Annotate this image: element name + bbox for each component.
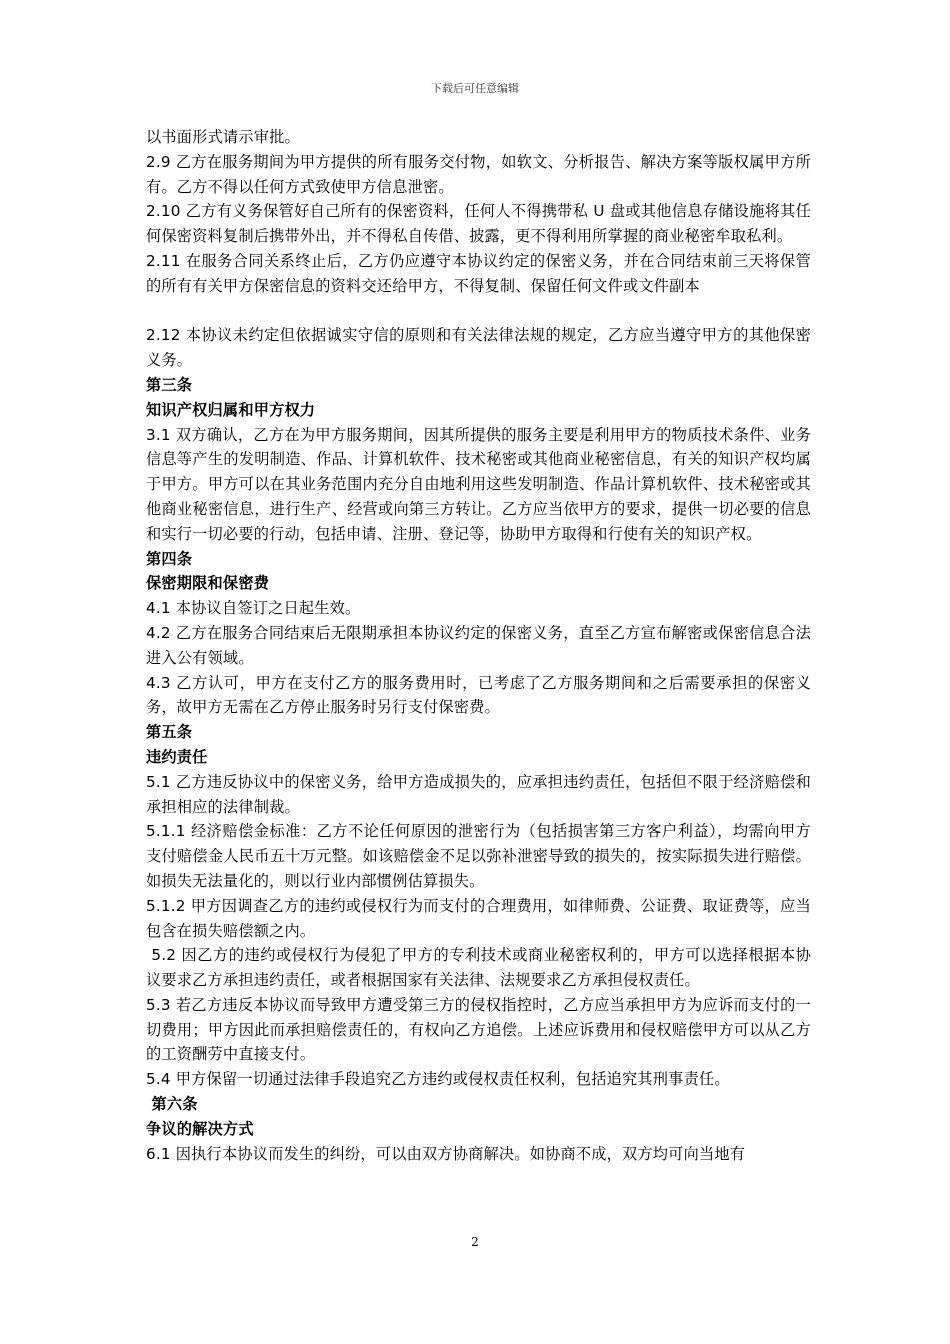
article-5-heading: 第五条 xyxy=(146,723,193,742)
article-4-title: 保密期限和保密费 xyxy=(146,574,270,593)
clause-4-1: 4.1 本协议自签订之日起生效。 xyxy=(146,599,361,618)
clause-2-11: 2.11 在服务合同关系终止后，乙方仍应遵守本协议约定的保密义务，并在合同结束前三天将保管的所有有关甲方保密信息的资料交还给甲方，不得复制、保留任何文件或文件副本 xyxy=(146,251,811,295)
article-3-title: 知识产权归属和甲方权力 xyxy=(146,400,316,419)
clause-5-1-1: 5.1.1 经济赔偿金标准：乙方不论任何原因的泄密行为（包括损害第三方客户利益），均需向甲方支付赔偿金人民币五十万元整。如该赔偿金不足以弥补泄密导致的损失的，按实际损失进行赔偿。如损失无法量化的，则以行业内部惯例估算损失。 xyxy=(146,822,811,890)
clause-5-2: 5.2 因乙方的违约或侵权行为侵犯了甲方的专利技术或商业秘密权利的，甲方可以选择根据本协议要求乙方承担违约责任，或者根据国家有关法律、法规要求乙方承担侵权责任。 xyxy=(146,946,812,990)
article-6-title: 争议的解决方式 xyxy=(146,1119,254,1138)
clause-5-1-2: 5.1.2 甲方因调查乙方的违约或侵权行为而支付的合理费用，如律师费、公证费、取证费等，应当包含在损失赔偿额之内。 xyxy=(146,896,811,940)
clause-5-3: 5.3 若乙方违反本协议而导致甲方遭受第三方的侵权指控时，乙方应当承担甲方为应诉而支付的一切费用；甲方因此而承担赔偿责任的，有权向乙方追偿。上述应诉费用和侵权赔偿甲方可以从乙方的工资酬劳中直接支付。 xyxy=(146,995,811,1064)
clause-5-4: 5.4 甲方保留一切通过法律手段追究乙方违约或侵权责任权利，包括追究其刑事责任。 xyxy=(146,1070,730,1089)
paragraph: 以书面形式请示审批。 xyxy=(146,128,300,146)
clause-2-12: 2.12 本协议未约定但依据诚实守信的原则和有关法律法规的规定，乙方应当遵守甲方的其他保密义务。 xyxy=(146,326,811,370)
clause-2-9: 2.9 乙方在服务期间为甲方提供的所有服务交付物，如软文、分析报告、解决方案等版权属甲方所有。乙方不得以任何方式致使甲方信息泄密。 xyxy=(146,152,811,196)
clause-5-1: 5.1 乙方违反协议中的保密义务，给甲方造成损失的，应承担违约责任，包括但不限于经济赔偿和承担相应的法律制裁。 xyxy=(146,772,811,816)
article-6-heading: 第六条 xyxy=(146,1095,198,1114)
blank-line xyxy=(146,299,811,324)
article-5-title: 违约责任 xyxy=(146,747,208,766)
clause-4-3: 4.3 乙方认可，甲方在支付乙方的服务费用时，已考虑了乙方服务期间和之后需要承担的保密义务，故甲方无需在乙方停止服务时另行支付保密费。 xyxy=(146,673,811,717)
clause-6-1: 6.1 因执行本协议而发生的纠纷，可以由双方协商解决。如协商不成，双方均可向当地有 xyxy=(146,1144,746,1163)
document-body xyxy=(146,125,811,1166)
article-4-heading: 第四条 xyxy=(146,549,193,568)
article-3-heading: 第三条 xyxy=(146,375,193,394)
page-header: 下载后可任意编辑 xyxy=(431,82,519,95)
page-number: 2 xyxy=(471,1235,479,1249)
clause-4-2: 4.2 乙方在服务合同结束后无限期承担本协议约定的保密义务，直至乙方宣布解密或保密信息合法进入公有领域。 xyxy=(146,623,811,667)
clause-3-1: 3.1 双方确认，乙方在为甲方服务期间，因其所提供的服务主要是利用甲方的物质技术条件、业务信息等产生的发明制造、作品、计算机软件、技术秘密或其他商业秘密信息，有关的知识产权均属于甲方。甲方可以在其业务范围内充分自由地利用这些发明制造、作品计算机软件、技术秘密或其他商业秘密信息，进行生产、经营或向第三方转让。乙方应当依甲方的要求，提供一切必要的信息和实行一切必要的行动，包括申请、注册、登记等，协助甲方取得和行使有关的知识产权。 xyxy=(146,425,811,543)
clause-2-10: 2.10 乙方有义务保管好自己所有的保密资料，任何人不得携带私 U 盘或其他信息存储设施将其任何保密资料复制后携带外出，并不得私自传借、披露，更不得利用所掌握的商业秘密牟取私利。 xyxy=(146,202,811,246)
